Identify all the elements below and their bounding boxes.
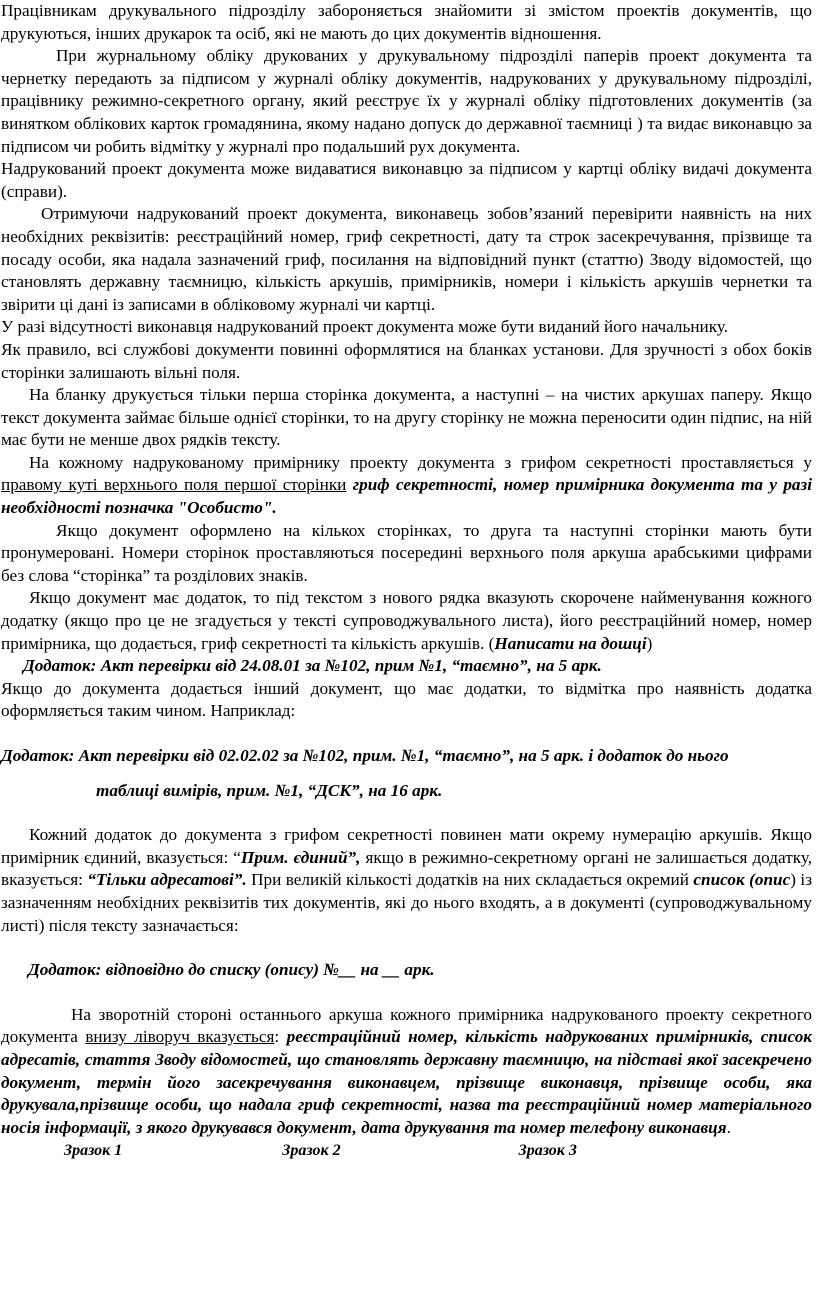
paragraph-8 <box>1 452 812 520</box>
paragraph-1: Працівникам друкувального підрозділу забороняється знайомити зі змістом проектів документів, що друкуються, інших друкарок та осіб, які не мають до цих документів відношення. <box>1 1 812 43</box>
sample-label-2: Зразок 2 <box>282 1142 341 1160</box>
paragraph-5: У разі відсутності виконавця надрукований проект документа може бути виданий його начальнику. <box>1 317 729 337</box>
paragraph-17-b: : <box>274 1027 287 1047</box>
paragraph-10-close: ) <box>646 633 653 653</box>
paragraph-7: На бланку друкується тільки перша сторінка документа, а наступні – на чистих аркушах паперу. Якщо текст документа займає більше однієї сторінки, то на другу сторінку не можна переносити один підпис, на ній має бути не менше двох рядків тексту. <box>1 385 812 450</box>
paragraph-9: Якщо документ оформлено на кількох сторінках, то друга та наступні сторінки мають бути пронумеровані. Номери сторінок проставляються посередині верхнього поля аркуша арабськими цифрами без слова “сторінка” та розділових знаків. <box>1 520 812 585</box>
attachment-example-1: Додаток: Акт перевірки від 24.08.01 за №102, прим №1, “таємно”, на 5 арк. <box>23 656 602 676</box>
spacer <box>1 982 812 1004</box>
paragraph-6: Як правило, всі службові документи повинні оформлятися на бланках установи. Для зручності з обох боків сторінки залишають вільні поля. <box>1 339 812 382</box>
paragraph-3: Надрукований проект документа може видаватися виконавцю за підписом у картці обліку видачі документа (справи). <box>1 159 812 201</box>
paragraph-17-underlined: внизу ліворуч вказується <box>85 1027 275 1047</box>
spacer <box>1 723 812 745</box>
attachment-example-3: Додаток: відповідно до списку (опису) №__ на __ арк. <box>28 960 435 980</box>
spacer <box>1 937 812 959</box>
paragraph-2: При журнальному обліку друкованих у друкувальному підрозділі паперів проект документа та чернетку передають за підписом у журналі обліку документів, надрукованих у друкувальному підрозділі, працівнику режимно-секретного органу, який реєструє їх у журналі обліку підготовлених документів (за винятком облікових карток громадянина, якому надано допуск до державної таємниці ) та видає виконавцю за підписом чи робить відмітку у журналі про подальший рух документа. <box>1 46 812 156</box>
sample-label-1: Зразок 1 <box>64 1142 123 1160</box>
spacer <box>1 802 812 824</box>
paragraph-17-a: На зворотній стороні останнього аркуша кожного примірника надрукованого проекту секретного документа <box>1 1004 812 1047</box>
sample-label-3: Зразок 3 <box>518 1142 577 1160</box>
paragraph-17-c: реєстраційний номер, кількість надрукованих примірників, список адресатів, стаття Зводу відомостей, що становлять державну таємницю, на підставі якої засекречено документ, термін його засекречування виконавцем, прізвище виконавця, прізвище особи, яка друкувала,прізвище особи, що надала гриф секретності, назва та реєстраційний номер матеріального носія інформації, з якого друкувався документ, дата друкування та номер телефону виконавця <box>1 1027 812 1137</box>
paragraph-15 <box>1 824 812 937</box>
paragraph-8-text: На кожному надрукованому примірнику проекту документа з грифом секретності проставляється у <box>29 452 812 472</box>
paragraph-17-d: . <box>726 1117 731 1137</box>
paragraph-8-bold: гриф секретності, номер примірника документа та у разі необхідності позначка "Особисто". <box>1 475 813 518</box>
spacer <box>1 768 812 780</box>
paragraph-15-d: “Тільки адресатові”. <box>87 870 247 890</box>
attachment-example-2-cont: таблиці вимірів, прим. №1, “ДСК”, на 16 арк. <box>96 780 443 800</box>
paragraph-15-e: При великій кількості додатків на них складається окремий <box>246 870 694 890</box>
paragraph-15-c: якщо в режимно-секретному органі не залишається додатку, вказується: <box>1 847 812 890</box>
paragraph-8-underlined: правому куті верхнього поля першої сторінки <box>1 475 347 495</box>
paragraph-15-g: ) із зазначенням необхідних реквізитів тих документів, які до нього входять, а в документі (супроводжувальному листі) після тексту зазначається: <box>1 870 812 935</box>
paragraph-10 <box>1 587 812 655</box>
paragraph-12: Якщо до документа додається інший документ, що має додатки, то відмітка про наявність додатка оформляється таким чином. Наприклад: <box>1 678 812 721</box>
paragraph-10-note: Написати на дошці <box>494 633 647 653</box>
paragraph-15-b: Прим. єдиний”, <box>240 847 361 867</box>
paragraph-15-a: Кожний додаток до документа з грифом секретності повинен мати окрему нумерацію аркушів. Якщо примірник єдиний, вказується: “ <box>1 825 812 867</box>
attachment-example-2: Додаток: Акт перевірки від 02.02.02 за №102, прим. №1, “таємно”, на 5 арк. і додаток до нього <box>1 746 729 765</box>
samples-row <box>1 1141 812 1161</box>
paragraph-15-f: список (опис <box>693 870 791 890</box>
paragraph-17 <box>1 1004 812 1140</box>
paragraph-10-text: Якщо документ має додаток, то під текстом з нового рядка вказують скорочене найменування кожного додатку (якщо про це не згадується у тексті супроводжувального листа), його реєстраційний номер, номер примірника, що додається, гриф секретності та кількість аркушів. ( <box>1 588 812 653</box>
paragraph-4: Отримуючи надрукований проект документа, виконавець зобов’язаний перевірити наявність на них необхідних реквізитів: реєстраційний номер, гриф секретності, дату та строк засекречування, прізвище та посаду особи, яка надала зазначений гриф, посилання на відповідний пункт (статтю) Зводу відомостей, що становлять державну таємницю, кількість аркушів, примірників, номери і кількість аркушів чернетки та звірити ці дані із записами в обліковому журналі чи картці. <box>1 204 812 314</box>
